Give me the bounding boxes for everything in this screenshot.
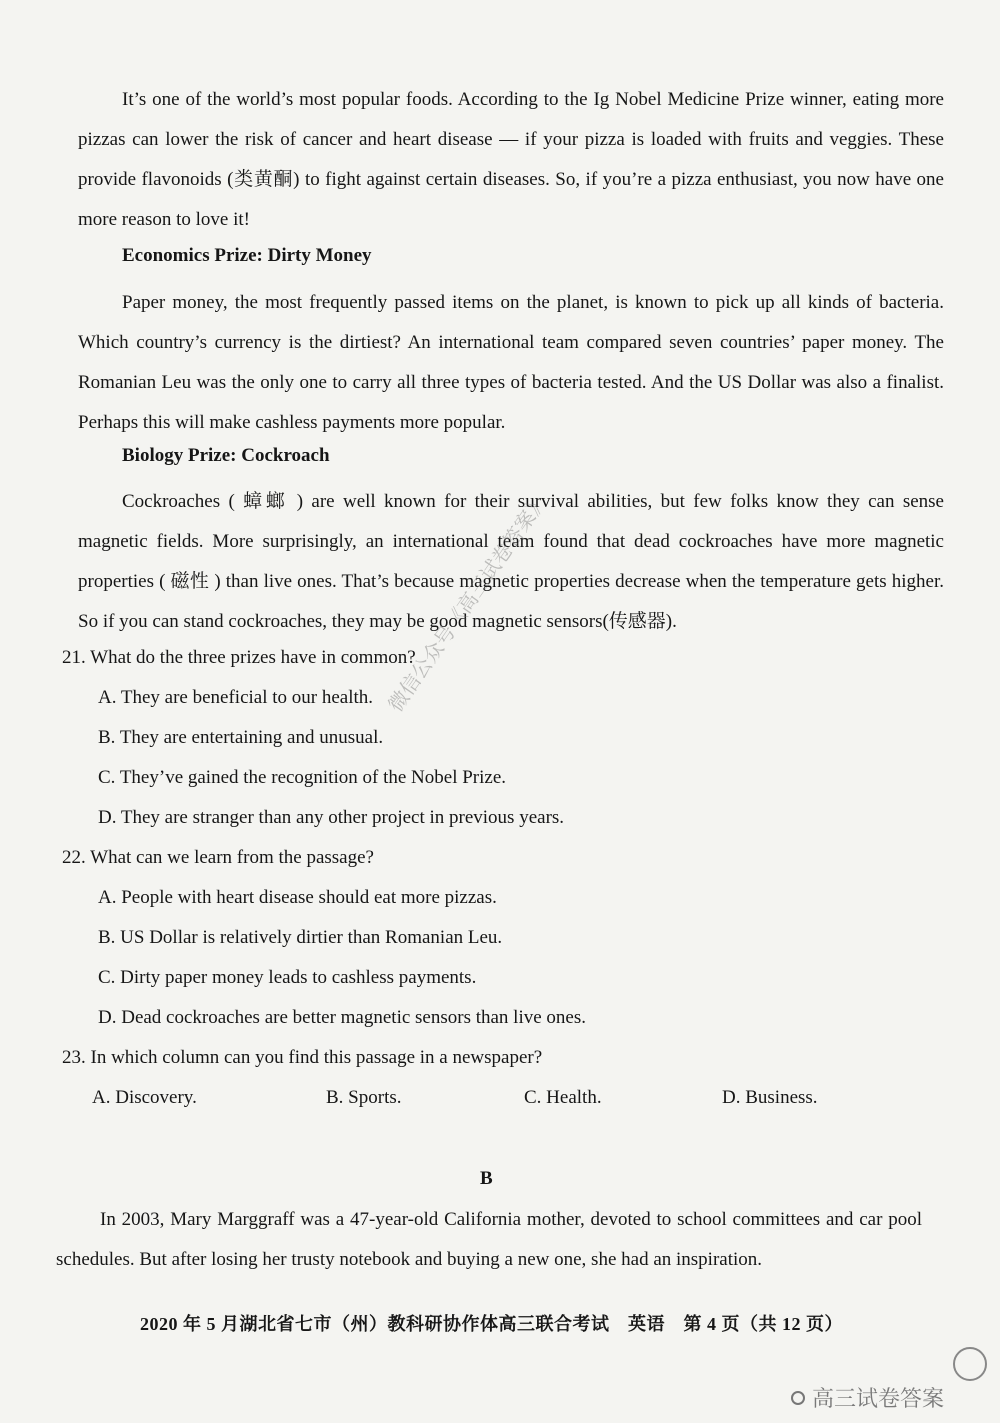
passage-a-paragraph-3: Cockroaches ( 蟑螂 ) are well known for their survival abilities, but few folks know they can sense magnetic fields. More surprisingly, an international team found that dead cockroaches have more magnetic properties ( 磁性 ) than live ones. That’s because magnetic properties decrease when the temperature gets higher. So if you can stand cockroaches, they may be good magnetic sensors(传感器). [78,491,944,632]
question-23-stem: 23. In which column can you find this passage in a newspaper? [62,1047,543,1068]
question-21-stem: 21. What do the three prizes have in common? [62,647,416,668]
stamp-icon [790,1336,990,1416]
question-21-option-a: A. They are beneficial to our health. [98,687,374,708]
section-b-label: B [480,1168,493,1189]
question-21-option-c: C. They’ve gained the recognition of the Nobel Prize. [98,767,507,788]
question-22-option-b: B. US Dollar is relatively dirtier than Romanian Leu. [98,927,503,948]
question-23-options [92,1086,852,1114]
question-21-option-b: B. They are entertaining and unusual. [98,727,384,748]
passage-a-paragraph-1: It’s one of the world’s most popular foods. According to the Ig Nobel Medicine Prize winner, eating more pizzas can lower the risk of cancer and heart disease — if your pizza is loaded with fruits and veggies. These provide flavonoids (类黄酮) to fight against certain diseases. So, if you’re a pizza enthusiast, you now have one more reason to love it! [78,89,944,230]
stamp-text: 高三试卷答案 [812,1387,945,1412]
question-22-option-c: C. Dirty paper money leads to cashless payments. [98,967,477,988]
passage-a-paragraph-2: Paper money, the most frequently passed items on the planet, is known to pick up all kinds of bacteria. Which country’s currency is the dirtiest? An international team compared seven countries’ paper money. The Romanian Leu was the only one to carry all three types of bacteria tested. And the US Dollar was also a finalist. Perhaps this will make cashless payments more popular. [78,292,944,433]
watermark-text: 微信公众号《高三试卷答案》 [383,489,553,717]
question-23-option-d: D. Business. [722,1087,818,1108]
question-23-option-a: A. Discovery. [92,1087,197,1108]
heading-economics-prize: Economics Prize: Dirty Money [122,245,372,266]
heading-biology-prize: Biology Prize: Cockroach [122,445,330,466]
page-footer: 2020 年 5 月湖北省七市（州）教科研协作体高三联合考试 英语 第 4 页（共 12 页） [140,1314,843,1334]
question-23-option-c: C. Health. [524,1087,602,1108]
passage-b-paragraph-1: In 2003, Mary Marggraff was a 47-year-old California mother, devoted to school committees and car pool schedules. But after losing her trusty notebook and buying a new one, she had an inspiration. [56,1209,922,1270]
question-22-stem: 22. What can we learn from the passage? [62,847,374,868]
question-22-option-a: A. People with heart disease should eat more pizzas. [98,887,497,908]
question-21-option-d: D. They are stranger than any other project in previous years. [98,807,565,828]
question-22-option-d: D. Dead cockroaches are better magnetic sensors than live ones. [98,1007,586,1028]
question-23-option-b: B. Sports. [326,1087,402,1108]
corner-stamp-logo [790,1336,990,1416]
